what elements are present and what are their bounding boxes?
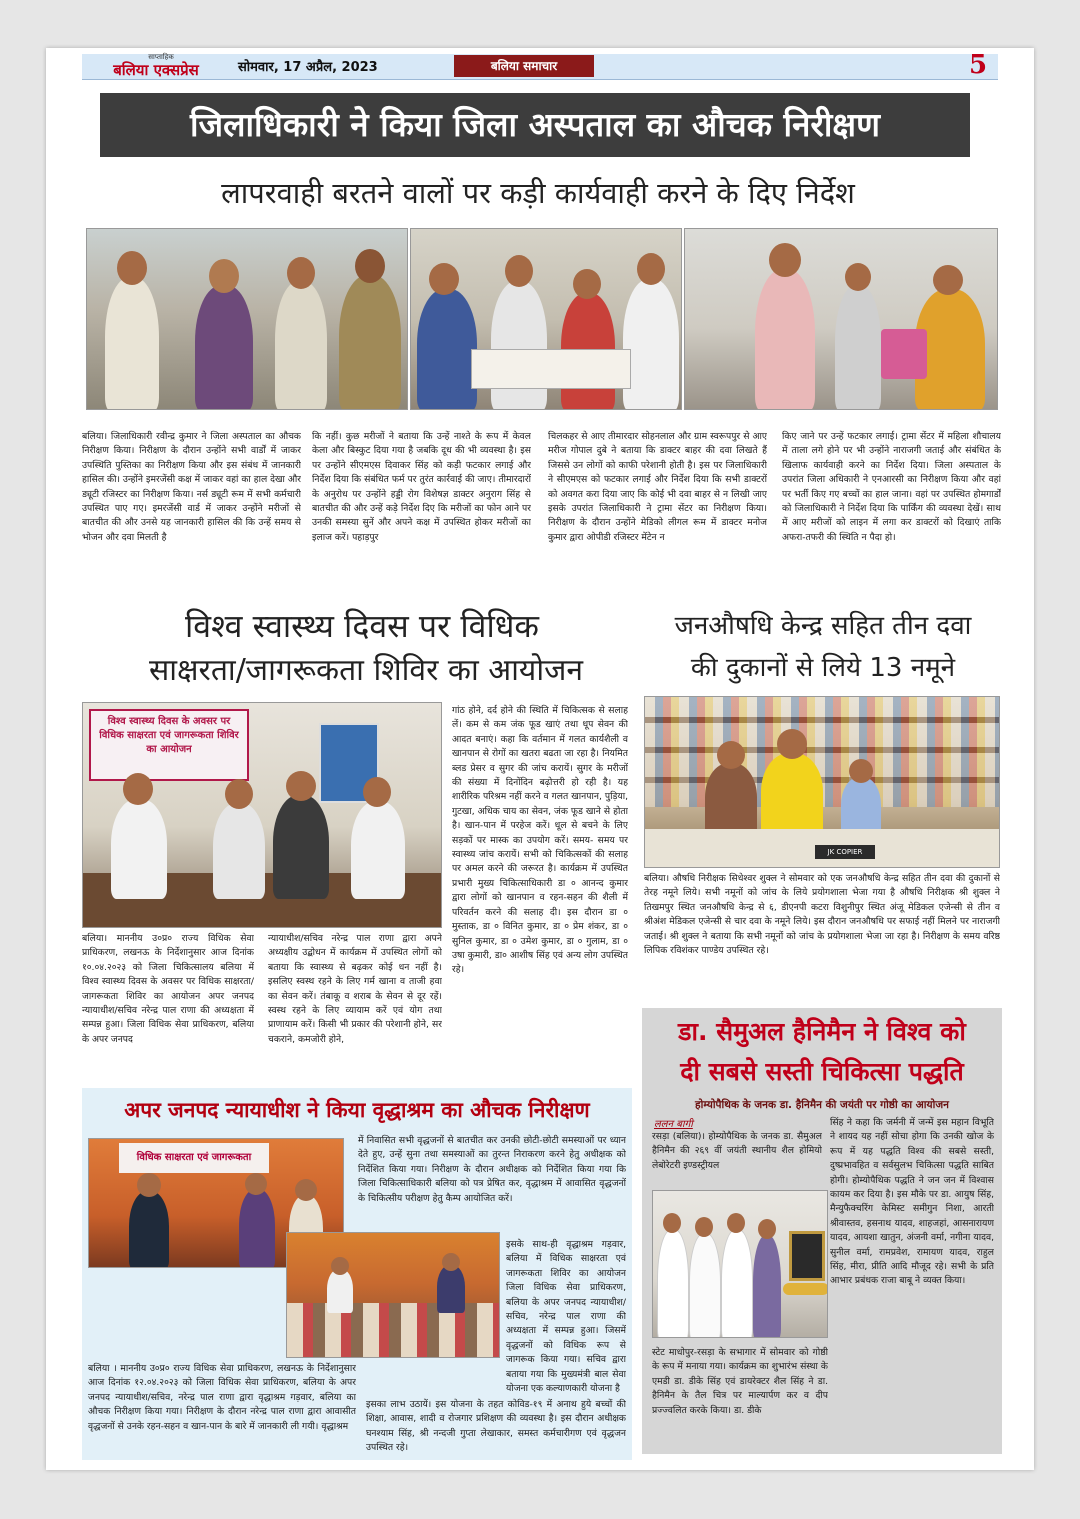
health-day-column-2: न्यायाधीश/सचिव नरेन्द्र पाल राणा द्वारा अपने अध्यक्षीय उद्बोधन में कार्यक्रम में उपस्थित लोगों को बताया कि स्वास्थ्य से बढ़कर कोई धन नहीं है। इसलिए स्वस्थ रहने के लिए गर्म खाना व ताजी हवा का सेवन करें। तंबाकू व शराब के सेवन से दूर रहें। स्वस्थ रहने के लिए व्यायाम करें एवं योग तथा प्राणायाम करें। किसी भी प्रकार की परेशानी होने, सर चकराने, कमजोरी होने,: [268, 933, 442, 1045]
paper-logo: बलिया एक्सप्रेस: [113, 61, 199, 79]
jan-aushadhi-body: बलिया। औषधि निरीक्षक सिधेश्वर शुक्ल ने सोमवार को एक जनऔषधि केन्द्र सहित तीन दवा की दुकानों से तेरह नमूने लिये। सभी नमूनों को जांच के लिये प्रयोगशाला भेजा गया है औषधि निरीक्षक श्री शुक्ल ने तिखमपुर स्थित जनऔषधि केन्द्र से ६, डीएनपी कटरा विशुनीपुर स्थित अंजू मेडिकल एजेन्सी से तीन व श्रीअंश मेडिकल एजेन्सी से चार दवा के नमूने लिये। इस दौरान जनऔषधि पर सफाई नहीं मिलने पर नाराजगी जताई। श्री शुक्ल ने बताया कि सभी नमूनों को जांच के प्रयोगशाला भेजा जा रहा है। निरीक्षण के समय वरिष्ठ लिपिक रविशंकर पाण्डेय उपस्थित रहे।: [644, 873, 1000, 957]
old-age-banner: विधिक साक्षरता एवं जागरूकता: [119, 1143, 269, 1173]
old-age-top-text: में निवासित सभी वृद्धजनों से बातचीत कर उनकी छोटी-छोटी समस्याओं पर ध्यान देते हुए, उन्हें सुना तथा समस्याओं का तुरन्त निराकरण करने हेतु अधीक्षक को निर्देशित किया गया। निरीक्षण के दौरान अधीक्षक को निर्देशित किया गया कि जिला चिकित्साधिकारी बलिया को पत्र प्रेषित कर, वृद्धाश्रम में आवासित वृद्धजनों के चिकित्सीय परीक्षण हेतु कैम्प आयोजित करें।: [358, 1135, 626, 1204]
hahnemann-headline-1: डा. सैमुअल हैनिमैन ने विश्व को: [678, 1017, 966, 1046]
old-age-bottom-text: इसका लाभ उठायें। इस योजना के तहत कोविड-१९ में अनाथ हुये बच्चों की शिक्षा, आवास, शादी व रोजगार प्रशिक्षण की व्यवस्था है। इस दौरान अधीक्षक घनश्याम सिंह, श्री नन्दजी गुप्ता लेखाकार, समस्त कर्मचारीगण एवं वृद्धजन उपस्थित रहे।: [366, 1399, 626, 1454]
hahnemann-subhead: होम्योपैथिक के जनक डा. हैनिमैन की जयंती पर गोष्ठी का आयोजन: [695, 1099, 949, 1111]
old-age-left-text: बलिया । माननीय उ०प्र० राज्य विधिक सेवा प्राधिकरण, लखनऊ के निर्देशानुसार आज दिनांक १२.०४.२०२३ को जिला विधिक सेवा प्राधिकरण, बलिया के अपर जनपद न्यायाधीश/सचिव, नरेन्द्र पाल राणा द्वारा वृद्धाश्रम गड़वार, बलिया का औचक निरीक्षण किया गया। निरीक्षण के दौरान नरेन्द्र पाल राणा द्वारा आवासीत वृद्धजनों से उनके रहन-सहन व खान-पान के बारे में जानकारी ली गयी। वृद्धाश्रम: [88, 1363, 356, 1432]
lead-subheadline: लापरवाही बरतने वालों पर कड़ी कार्यवाही करने के दिए निर्देश: [221, 176, 855, 210]
health-day-headline-1: विश्व स्वास्थ्य दिवस पर विधिक: [184, 607, 539, 645]
health-day-column-1: बलिया। माननीय उ०प्र० राज्य विधिक सेवा प्राधिकरण, लखनऊ के निर्देशानुसार आज दिनांक १०.०४.२०२३ को जिला चिकित्सालय बलिया में विश्व स्वास्थ्य दिवस के अवसर पर विधिक साक्षरता/जागरूकता शिविर का आयोजन अपर जनपद न्यायाधीश/सचिव नरेन्द्र पाल राणा की अध्यक्षता में सम्पन्न हुआ। जिला विधिक सेवा प्राधिकरण, बलिया के अपर जनपद: [82, 933, 254, 1045]
health-day-column-3: गांठ होने, दर्द होने की स्थिति में चिकित्सक से सलाह लें। कम से कम जंक फूड खाएं तथा धूप सेवन की आदत बनाएं। कहा कि वर्तमान में गलत कार्यशैली व खानपान से रोगों का खतरा बढता जा रहा है। नियमित ब्लड प्रेसर व सुगर की जांच करायें। सुगर के मरीजों की संख्या में दिनोंदिन बढ़ोत्तरी हो रही है। यह शारीरिक परिश्रम नहीं करने व गलत खानपान, पुड़िया, गुटखा, अधिक चाय का सेवन, जंक फूड खाने से होता है। खान-पान में परहेज करें। धूल से बचने के लिए सड़कों पर मास्क का उपयोग करें। समय- समय पर स्वास्थ्य जांच करायें। सभी को चिकित्सकों की सलाह पर अमल करने की जरूरत है। कार्यक्रम में उपस्थित प्रभारी मुख्य चिकित्साधिकारी डा ० आनन्द कुमार द्वारा लोगों को खानपान व रहन-सहन की शैली में परिवर्तन करने की सलाह दी। इस दौरान डा ० मुस्ताक, डा ० विनित कुमार, डा ० प्रेम शंकर, डा ० सुनिल कुमार, डा ० उमेश कुमार, डा ० गुलाम, डा ० उषा कुमारी, डा० आशीष सिंह एवं अन्य लोग उपस्थित रहे।: [452, 705, 628, 976]
paper-logo-small: साप्ताहिक: [148, 53, 174, 61]
health-day-photo: [82, 702, 442, 928]
lead-photo-3: [684, 228, 998, 410]
newspaper-page: [46, 48, 1034, 1470]
health-day-headline-2: साक्षरता/जागरूकता शिविर का आयोजन: [149, 653, 583, 688]
lead-column-1: बलिया। जिलाधिकारी रवीन्द्र कुमार ने जिला अस्पताल का औचक निरीक्षण किया। निरीक्षण के दौरान उन्होंने सभी वार्डों में जाकर उपस्थिति पुस्तिका का निरीक्षण किया और इस संबंध में जानकारी हासिल की। उन्होंने इमरजेंसी कक्ष में जाकर वहां का हाल देखा और ड्यूटी रजिस्टर का निरीक्षण किया। नर्स ड्यूटी रूम में सभी कर्मचारी उपस्थित पाए गए। इमरजेंसी वार्ड में जाकर उन्होंने मरीजों से बातचीत की और उनसे यह जानकारी हासिल की कि उन्हें समय से भोजन और दवा मिलती है: [82, 431, 301, 543]
lead-headline: जिलाधिकारी ने किया जिला अस्पताल का औचक निरीक्षण: [100, 93, 970, 157]
lead-column-4: किए जाने पर उन्हें फटकार लगाई। ट्रामा सेंटर में महिला शौचालय में ताला लगे होने पर भी उन्होंने नाराजगी जताई और संबंधित के खिलाफ कार्यवाही करने का निर्देश दिया। जिला अस्पताल के उपरांत जिला अधिकारी ने एनआरसी का निरीक्षण किया और वहां पर भर्ती किए गए बच्चों का हाल जाना। वहां पर उपस्थित होमगार्डों को जिलाधिकारी ने निर्देश दिया कि पार्किंग की व्यवस्था देखें। साथ में आए मरीजों को लाइन में लगा कर डाक्टरों को दिखाएं ताकि अफरा-तफरी की स्थिति न पैदा हो।: [782, 431, 1001, 543]
hahnemann-right-text: सिंह ने कहा कि जर्मनी में जन्में इस महान विभूति ने शायद यह नहीं सोचा होगा कि उनकी खोज के रूप में यह पद्धति विश्व की सबसे सस्ती, दुष्प्रभावहित व सर्वसुलभ चिकित्सा पद्धति साबित होगी। होम्योपैथिक पद्धति ने जन जन में विश्वास कायम कर दिया है। इस मौके पर डा. आयुष सिंह, मैन्युफैक्चरिंग केमिस्ट समीगुन निशा, आरती श्रीवास्तव, हसनाथ यादव, शाहजहां, आसनारायण यादव, आयशा खातुन, अंजनी वर्मा, नगीना यादव, सुनील वर्मा, रामप्रवेश, रामायण यादव, राहुल सिंह, मीरा, प्रीति आदि मौजूद रहे। सभी के प्रति आभार प्रबंधक राजा बाबू ने व्यक्त किया।: [830, 1117, 994, 1287]
hahnemann-byline: ललन बागी: [654, 1119, 693, 1130]
old-age-mid-text: इसके साथ-ही वृद्धाश्रम गड़वार, बलिया में विधिक साक्षरता एवं जागरूकता शिविर का आयोजन जिला विधिक सेवा प्राधिकरण, बलिया के अपर जनपद न्यायाधीश/सचिव, नरेन्द्र पाल राणा की अध्यक्षता में सम्पन्न हुआ। जिसमें वृद्धजनों को विधिक रूप से जागरूक किया गया। सचिव द्वारा बताया गया कि मुख्यमंत्री बाल सेवा योजना एक कल्याणकारी योजना है: [506, 1239, 626, 1394]
hahnemann-photo: [652, 1190, 828, 1338]
lead-column-2: कि नहीं। कुछ मरीजों ने बताया कि उन्हें नाश्ते के रूप में केवल केला और बिस्कुट दिया गया है जबकि दूध की भी व्यवस्था है। इस पर उन्होंने सीएमएस दिवाकर सिंह को कड़ी फटकार लगाई और निर्देश दिया कि संबंधित फर्म पर तुरंत कार्रवाई की जाए। तीमारदारों के अनुरोध पर उन्होंने हड्डी रोग विशेषज्ञ डाक्टर अनुराग सिंह से बातचीत की और उन्हें कड़े निर्देश दिए कि मरीजों का फोन आने पर उनकी समस्या सुनें और अपने कक्ष में उपस्थित होकर मरीजों का इलाज करें। पहाड़पुर: [312, 431, 531, 543]
lead-photo-2: [410, 228, 682, 410]
jan-aushadhi-photo: [644, 696, 1000, 868]
section-label: बलिया समाचार: [454, 55, 594, 77]
old-age-photo-2: [286, 1232, 500, 1358]
jan-aushadhi-headline-1: जनऔषधि केन्द्र सहित तीन दवा: [674, 611, 972, 641]
hahnemann-portrait: [789, 1231, 825, 1281]
hahnemann-left-text: रसड़ा (बलिया)। होम्योपैथिक के जनक डा. सैमुअल हैनिमैन की २६९ वीं जयंती स्थानीय शैल होमियो लेबोरेटरी इण्डस्ट्रीयल: [652, 1131, 822, 1171]
counter-label: JK COPIER: [815, 845, 875, 859]
lead-column-3: चिलकहर से आए तीमारदार सोहनलाल और ग्राम स्वरूपपुर से आए मरीज गोपाल दुबे ने बताया कि डाक्टर बाहर की दवा लिखते हैं जिससे उन लोगों को काफी परेशानी होती है। इस पर जिलाधिकारी ने सीएमएस को फटकार लगाई और निर्देश दिया कि सभी डाक्टरों को अवगत करा दिया जाए कि कोई भी दवा बाहर से न लिखी जाए इसके उपरांत जिलाधिकारी ने ट्रामा सेंटर का निरीक्षण किया। निरीक्षण के दौरान उन्होंने मेडिको लीगल रूम में डाक्टर मनोज कुमार द्वारा ओपीडी रजिस्टर मेंटेन न: [548, 431, 767, 543]
hahnemann-bottom-text: स्टेट माधोपुर-रसड़ा के सभागार में सोमवार को गोष्ठी के रूप में मनाया गया। कार्यक्रम का शुभारंभ संस्था के एमडी डा. डीके सिंह एवं डायरेक्टर शैल सिंह ने डा. हैनिमैन के तैल चित्र पर माल्यार्पण कर व दीप प्रज्ज्वलित करके किया। डा. डीके: [652, 1347, 828, 1416]
hahnemann-headline-2: दी सबसे सस्ती चिकित्सा पद्धति: [680, 1057, 964, 1086]
issue-date: सोमवार, 17 अप्रैल, 2023: [238, 60, 378, 75]
old-age-headline: अपर जनपद न्यायाधीश ने किया वृद्धाश्रम का औचक निरीक्षण: [124, 1098, 590, 1122]
lead-photo-1: [86, 228, 408, 410]
page-number: 5: [968, 50, 988, 80]
health-day-banner: विश्व स्वास्थ्य दिवस के अवसर पर विधिक साक्षरता एवं जागरूकता शिविर का आयोजन: [89, 709, 249, 781]
jan-aushadhi-headline-2: की दुकानों से लिये 13 नमूने: [690, 653, 956, 683]
